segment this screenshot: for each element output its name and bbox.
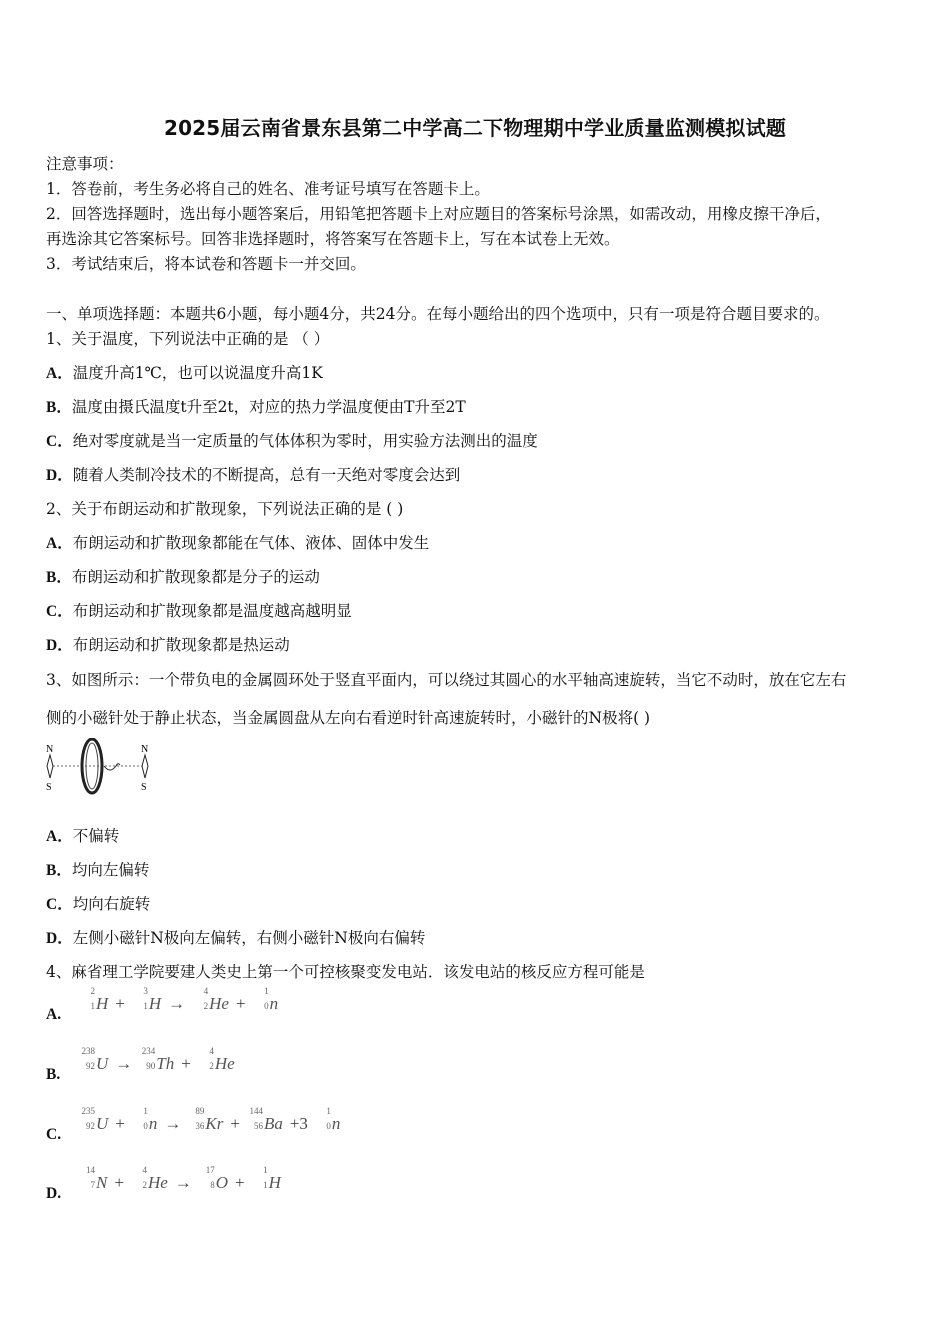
q4-option-d [46,1165,446,1213]
question-4-stem: 4、麻省理工学院要建人类史上第一个可控核聚变发电站．该发电站的核反应方程可能是 [46,963,645,981]
q1-option-a [46,361,323,383]
isotope-term [264,986,279,1014]
mass-number: 2 [90,986,95,996]
right-needle-s: S [141,782,147,793]
q4-option-c [46,1106,446,1154]
equation-operator: + [115,994,125,1013]
page-title: 2025届云南省景东县第二中学高二下物理期中学业质量监测模拟试题 [163,116,787,140]
element-symbol: He [214,1054,235,1073]
right-needle-icon [142,755,148,778]
rotation-arrow-icon [104,764,120,770]
mass-number: 4 [142,1165,147,1175]
option-label: D. [46,1185,62,1202]
isotope-term [203,986,229,1014]
q2-option-d [46,633,290,655]
atomic-number: 56 [253,1121,263,1131]
equation-operator: + [235,994,246,1013]
option-label: A． [46,535,73,552]
notice-item: 再选涂其它答案标号。回答非选择题时，将答案写在答题卡上，写在本试卷上无效。 [46,230,620,248]
element-symbol: Th [156,1054,175,1073]
nuclear-equation [76,986,281,1014]
option-text: 布朗运动和扩散现象都是热运动 [72,636,290,654]
option-text: 绝对零度就是当一定质量的气体体积为零时，用实验方法测出的温度 [72,432,538,450]
equation-operator: + [115,1114,125,1133]
mass-number: 234 [141,1046,156,1056]
q1-option-b [46,395,466,417]
atomic-number: 2 [142,1180,147,1190]
q2-option-b [46,565,320,587]
isotope-term [326,1106,341,1134]
nuclear-equation [76,1046,238,1074]
option-text: 温度升高1℃，也可以说温度升高1K [72,364,323,382]
element-symbol: n [269,994,279,1013]
q3-option-d [46,926,425,948]
q3-option-b [46,858,149,880]
option-label: C． [46,896,73,913]
mass-number: 1 [264,986,269,996]
element-symbol: H [148,994,162,1013]
element-symbol: Ba [263,1114,283,1133]
option-label: B． [46,862,72,879]
option-label: B． [46,399,72,416]
option-label: C． [46,603,73,620]
nuclear-equation [76,1106,343,1134]
q4-option-a [46,986,446,1034]
isotope-term [143,1106,158,1134]
atomic-number: 0 [264,1001,269,1011]
q1-option-d [46,463,460,485]
equation-operator: + [181,1054,191,1073]
option-text: 均向右旋转 [72,895,151,913]
section-heading: 一、单项选择题：本题共6小题，每小题4分，共24分。在每小题给出的四个选项中，只有一项是符合题目要求的。 [46,305,830,323]
element-symbol: N [96,1173,108,1192]
left-needle-n: N [46,744,54,755]
element-symbol: n [331,1114,341,1133]
option-label: A． [46,828,73,845]
option-text: 不偏转 [72,827,120,845]
option-text: 随着人类制冷技术的不断提高，总有一天绝对零度会达到 [72,466,461,484]
atomic-number: 1 [90,1001,95,1011]
element-symbol: U [96,1114,109,1133]
atomic-number: 1 [143,1001,148,1011]
atomic-number: 7 [90,1180,95,1190]
element-symbol: Kr [205,1114,224,1133]
isotope-term [142,1165,168,1193]
q4-option-b [46,1046,446,1094]
option-label: C. [46,1126,62,1143]
atomic-number: 92 [86,1121,95,1131]
notice-heading: 注意事项： [46,155,124,173]
element-symbol: H [268,1173,281,1192]
equation-operator: → [164,1114,182,1133]
left-needle-s: S [46,782,52,793]
mass-number: 1 [326,1106,331,1116]
mass-number: 89 [195,1106,205,1116]
option-label: A. [46,1006,62,1023]
option-text: 布朗运动和扩散现象都能在气体、液体、固体中发生 [72,534,430,552]
ring-magnet-figure [40,738,160,796]
q1-option-c [46,429,538,451]
option-label: B． [46,569,72,586]
notice-item: 1．答卷前，考生务必将自己的姓名、准考证号填写在答题卡上。 [46,180,490,198]
atomic-number: 0 [143,1121,148,1131]
equation-operator: + [114,1173,124,1192]
option-text: 布朗运动和扩散现象都是温度越高越明显 [72,602,352,620]
atomic-number: 2 [209,1061,214,1071]
element-symbol: He [147,1173,168,1192]
option-text: 左侧小磁针N极向左偏转，右侧小磁针N极向右偏转 [72,929,426,947]
mass-number: 238 [81,1046,95,1056]
notice-item: 2．回答选择题时，选出每小题答案后，用铅笔把答题卡上对应题目的答案标号涂黑，如需改动，用橡皮擦干净后， [46,205,831,223]
mass-number: 3 [143,986,148,996]
isotope-term [205,1165,229,1193]
question-3-stem: 3、如图所示：一个带负电的金属圆环处于竖直平面内，可以绕过其圆心的水平轴高速旋转，当它不动时，放在它左右 [46,671,847,689]
isotope-term [195,1106,224,1134]
equation-operator: + [235,1173,245,1192]
notice-item: 3．考试结束后，将本试卷和答题卡一并交回。 [46,255,366,273]
mass-number: 14 [86,1165,95,1175]
element-symbol: He [209,994,229,1013]
question-3-stem-cont: 侧的小磁针处于静止状态，当金属圆盘从左向右看逆时针高速旋转时，小磁针的N极将( ) [46,709,651,727]
option-label: B. [46,1066,61,1083]
option-text: 温度由摄氏温度t升至2t，对应的热力学温度便由T升至2T [71,398,466,416]
isotope-term [90,986,109,1014]
mass-number: 1 [263,1165,268,1175]
isotope-term [81,1106,109,1134]
atomic-number: 1 [263,1180,268,1190]
isotope-term [209,1046,235,1074]
q3-option-a [46,824,119,846]
mass-number: 4 [203,986,209,996]
equation-operator: +3 [289,1114,308,1133]
option-text: 均向左偏转 [71,861,150,879]
element-symbol: U [96,1054,109,1073]
element-symbol: n [148,1114,158,1133]
mass-number: 1 [143,1106,148,1116]
atomic-number: 0 [326,1121,331,1131]
atomic-number: 8 [210,1180,215,1190]
mass-number: 144 [249,1106,263,1116]
isotope-term [249,1106,283,1134]
atomic-number: 92 [86,1061,95,1071]
q2-option-a [46,531,429,553]
isotope-term [81,1046,109,1074]
isotope-term [143,986,162,1014]
mass-number: 17 [205,1165,215,1175]
atomic-number: 2 [203,1001,209,1011]
option-label: C． [46,433,73,450]
left-needle-icon [47,755,53,778]
isotope-term [263,1165,281,1193]
q2-option-c [46,599,352,621]
atomic-number: 36 [195,1121,205,1131]
question-2-stem: 2、关于布朗运动和扩散现象，下列说法正确的是 ( ) [46,500,404,518]
option-label: A． [46,365,73,382]
element-symbol: H [96,994,109,1013]
equation-operator: → [168,994,186,1013]
equation-operator: + [230,1114,240,1133]
mass-number: 235 [81,1106,95,1116]
isotope-term [141,1046,175,1074]
option-label: D． [46,467,73,484]
equation-operator: → [115,1054,133,1073]
isotope-term [86,1165,108,1193]
option-label: D． [46,930,73,947]
right-needle-n: N [141,744,149,755]
option-label: D． [46,637,73,654]
q3-option-c [46,892,150,914]
element-symbol: O [215,1173,229,1192]
question-1-stem: 1、关于温度，下列说法中正确的是 （ ） [46,330,330,348]
nuclear-equation [76,1165,284,1193]
atomic-number: 90 [146,1061,156,1071]
mass-number: 4 [209,1046,214,1056]
option-text: 布朗运动和扩散现象都是分子的运动 [71,568,320,586]
equation-operator: → [174,1173,192,1192]
